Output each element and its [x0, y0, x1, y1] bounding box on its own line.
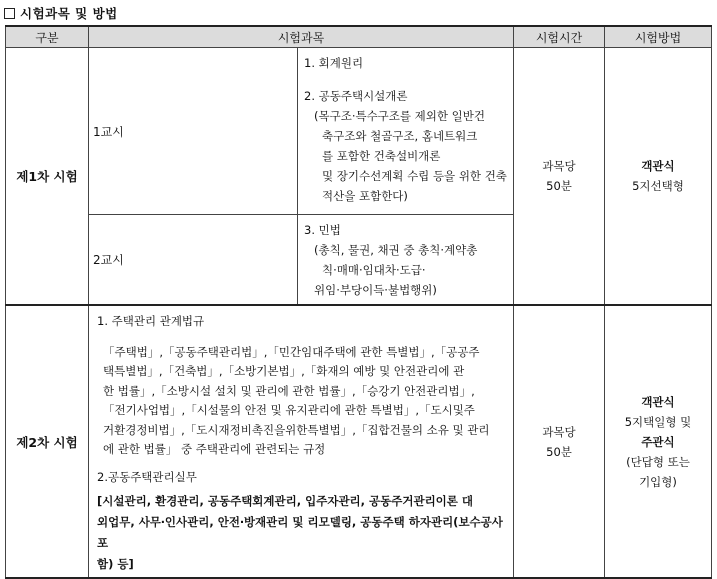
time-line: 50분 — [546, 179, 572, 193]
subject-housing-law: 1. 주택관리 관계법규 — [97, 314, 205, 328]
method-line: 주관식 — [641, 434, 675, 449]
subject-civil-law: 3. 민법 — [304, 223, 341, 237]
header-subjects: 시험과목 — [89, 26, 514, 48]
law-list-line: 한 법률」,「소방시설 설치 및 관리에 관한 법률」,「승강기 안전관리법」, — [103, 383, 475, 398]
round2-label: 제2차 시험 — [6, 305, 89, 578]
header-row — [6, 26, 712, 48]
subject-detail-line: 위임‧부당이득‧불법행위) — [314, 283, 437, 297]
practice-detail-line: 함) 등] — [97, 557, 134, 571]
law-list-line: 에 관한 법률」 중 주택관리에 관련되는 규정 — [103, 442, 326, 456]
method-line: 5지선택형 — [632, 179, 684, 193]
time-line: 과목당 — [542, 159, 576, 173]
method-line: 객관식 — [641, 394, 675, 409]
method-line: (단답형 또는 — [626, 454, 690, 469]
subject-detail-line: 칙‧매매‧임대차‧도급‧ — [322, 263, 426, 277]
subject-housing-practice: 2.공동주택관리실무 — [97, 469, 197, 484]
subject-detail-line: 축구조와 철골구조, 홈네트워크 — [322, 129, 478, 143]
session1-label: 1교시 — [89, 48, 298, 215]
session2-label: 2교시 — [89, 215, 298, 306]
header-method: 시험방법 — [605, 26, 712, 48]
law-list-line: 「전기사업법」,「시설물의 안전 및 유지관리에 관한 특별법」,「도시및주 — [103, 403, 475, 417]
round2-time — [514, 305, 605, 578]
law-list-line: 택특별법」,「건축법」,「소방기본법」,「화재의 예방 및 안전관리에 관 — [103, 364, 465, 378]
method-line: 기입형) — [639, 474, 677, 489]
law-list-line: 「주택법」,「공동주택관리법」,「민간임대주택에 관한 특별법」,「공공주 — [103, 344, 480, 359]
subject-accounting: 1. 회계원리 — [304, 56, 364, 70]
session2-subjects — [298, 215, 514, 306]
round1-row-session1 — [6, 48, 712, 215]
method-line: 객관식 — [641, 159, 675, 173]
practice-detail-line: 외업무, 사무‧인사관리, 안전‧방재관리 및 리모델링, 공동주택 하자관리(보수공사 포 — [97, 515, 503, 550]
round2-subjects — [89, 305, 514, 578]
round2-row — [6, 305, 712, 578]
exam-table — [5, 25, 712, 579]
law-list-line: 거환경정비법」,「도시재정비촉진을위한특별법」,「집합건물의 소유 및 관리 — [103, 422, 490, 437]
heading-text: 시험과목 및 방법 — [20, 6, 118, 21]
session1-subjects — [298, 48, 514, 215]
time-line: 과목당 — [542, 424, 576, 439]
subject-detail-line: 를 포함한 건축설비개론 — [322, 149, 441, 163]
subject-detail-line: 및 장기수선계획 수립 등을 위한 건축 — [322, 169, 507, 183]
subject-detail-line: (목구조‧특수구조를 제외한 일반건 — [314, 109, 485, 123]
header-time: 시험시간 — [514, 26, 605, 48]
round1-method — [605, 48, 712, 306]
section-heading — [4, 4, 118, 22]
method-line: 5지택일형 및 — [624, 414, 692, 429]
round2-method — [605, 305, 712, 578]
header-category: 구분 — [6, 26, 89, 48]
time-line: 50분 — [546, 444, 572, 459]
round1-time — [514, 48, 605, 306]
practice-detail-line: [시설관리, 환경관리, 공동주택회계관리, 입주자관리, 공동주거관리이론 대 — [97, 494, 474, 508]
subject-housing-facilities: 2. 공동주택시설개론 — [304, 89, 408, 103]
subject-detail-line: (총칙, 물권, 채권 중 총칙‧계약총 — [314, 243, 478, 257]
checkbox-square-icon — [4, 8, 15, 19]
subject-detail-line: 적산을 포함한다) — [322, 189, 408, 203]
round1-label: 제1차 시험 — [6, 48, 89, 306]
